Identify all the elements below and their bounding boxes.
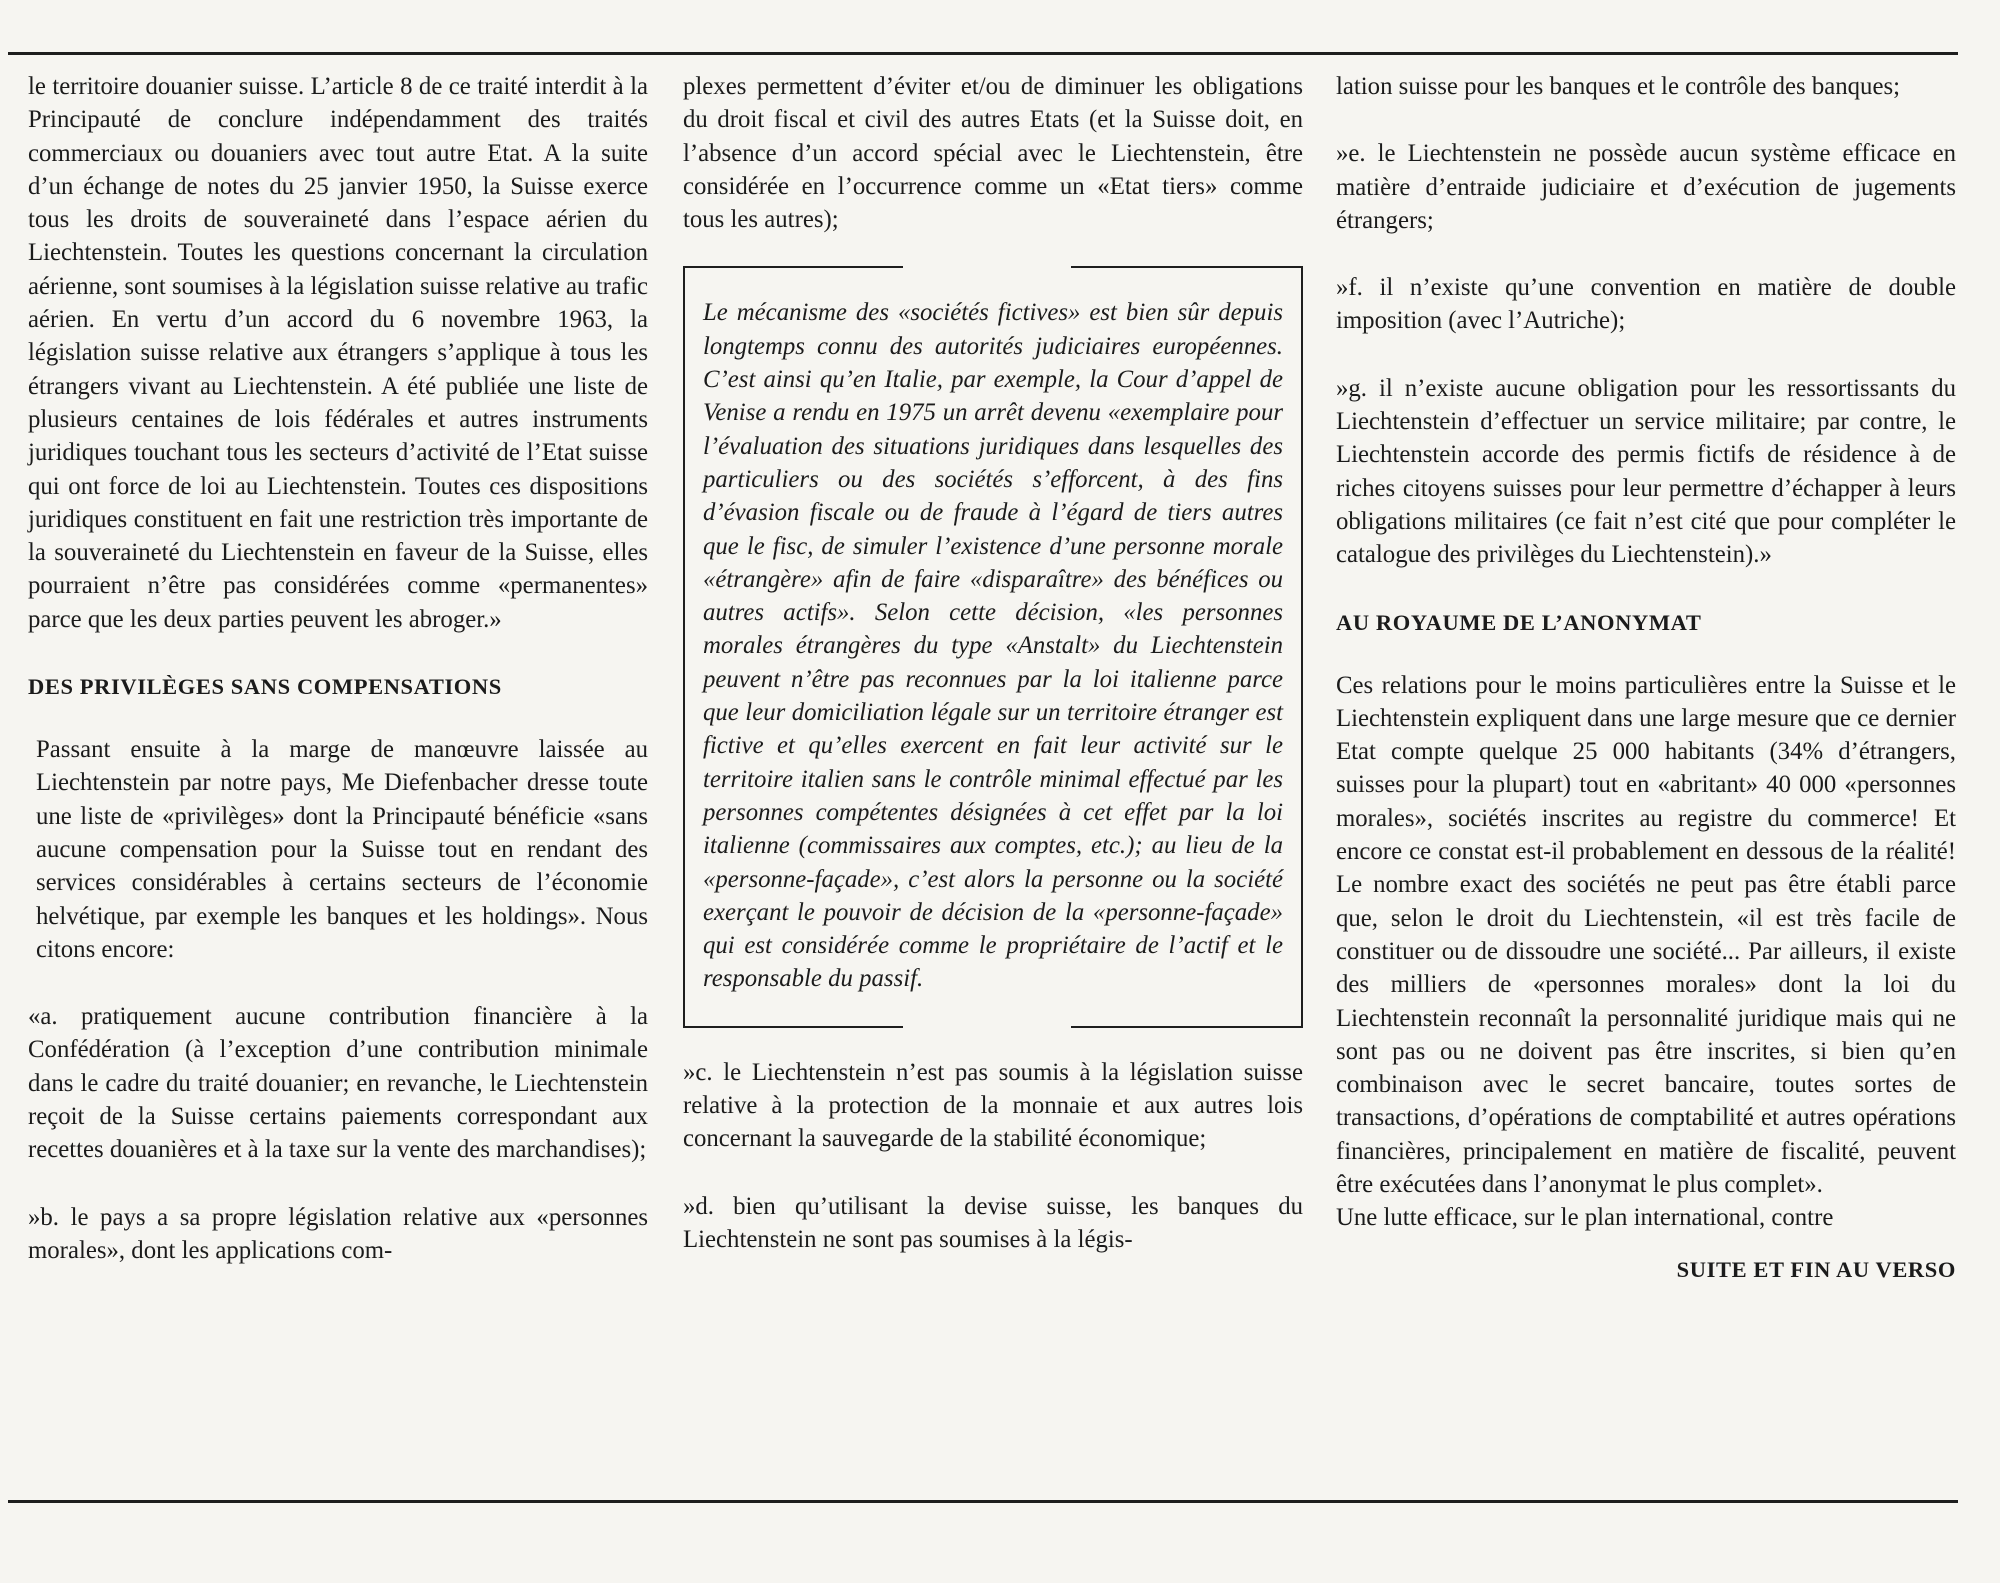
list-item-a: «a. pratiquement aucune contribution financière à la Confédération (à l’exception d’une contribution minimale dans le cadre du traité douanier; en revanche, le Liechtenstein reçoit de la Suisse certains paiements correspondant aux recettes douanières et à la taxe sur la vente des marchandises); <box>28 1003 648 1164</box>
column-3 <box>1336 70 1956 1286</box>
paragraph: lation suisse pour les banques et le contrôle des banques; <box>1336 73 1900 100</box>
bottom-rule <box>8 1500 1958 1503</box>
list-item-c: »c. le Liechtenstein n’est pas soumis à la législation suisse relative à la protection de la monnaie et aux autres lois concernant la sauvegarde de la stabilité économique; <box>683 1058 1303 1153</box>
section-heading-anonymat: AU ROYAUME DE L’ANONYMAT <box>1336 609 1702 635</box>
section-heading-privileges: DES PRIVILÈGES SANS COMPENSATIONS <box>28 674 502 700</box>
paragraph: Passant ensuite à la marge de manœuvre laissée au Liechtenstein par notre pays, Me Diefenbacher dresse toute une liste de «privilèges» dont la Principauté bénéficie «sans aucune compensation pour la Suisse tout en rendant des services considérables à certains secteurs de l’économie helvétique, par exemple les banques et les holdings». Nous citons encore: <box>36 736 648 963</box>
list-item-f: »f. il n’existe qu’une convention en matière de double imposition (avec l’Autriche); <box>1336 274 1956 335</box>
paragraph: Ces relations pour le moins particulières entre la Suisse et le Liechtenstein expliquent dans une large mesure que ce dernier Etat compte quelque 25 000 habitants (34% d’étrangers, suisses pour la plupart) tout en «abritant» 40 000 «personnes morales», sociétés inscrites au registre du commerce! Et encore ce constat est-il probablement en dessous de la réalité! Le nombre exact des sociétés ne peut pas être établi parce que, selon le droit du Liechtenstein, «il est très facile de constituer ou de dissoudre une société... Par ailleurs, il existe des milliers de «personnes morales» dont la loi du Liechtenstein reconnaît la personnalité juridique mais qui ne sont pas ou ne doivent pas être inscrites, si bien qu’en combinaison avec le secret bancaire, toutes sortes de transactions, d’opérations de comptabilité et autres opérations financières, principalement en matière de fiscalité, peuvent être exécutées dans l’anonymat le plus complet». <box>1336 671 1956 1199</box>
continued-note: SUITE ET FIN AU VERSO <box>1676 1256 1956 1282</box>
paragraph: Une lutte efficace, sur le plan international, contre <box>1336 1204 1834 1232</box>
list-item-d: »d. bien qu’utilisant la devise suisse, les banques du Liechtenstein ne sont pas soumises à la légis- <box>683 1192 1303 1253</box>
inset-box-text: Le mécanisme des «sociétés fictives» est bien sûr depuis longtemps connu des autorités judiciaires européennes. C’est ainsi qu’en Italie, par exemple, la Cour d’appel de Venise a rendu en 1975 un arrêt devenu «exemplaire pour l’évaluation des situations juridiques dans lesquelles des particuliers ou des sociétés s’efforcent, à des fins d’évasion fiscale ou de fraude à l’égard de tiers autres que le fisc, de simuler l’existence d’une personne morale «étrangère» afin de faire «disparaître» des bénéfices ou autres actifs». Selon cette décision, «les personnes morales étrangères du type «Anstalt» du Liechtenstein peuvent n’être pas reconnues par la loi italienne parce que leur domiciliation légale sur un territoire étranger est fictive et qu’elles exercent en fait leur activité sur le territoire italien sans le contrôle minimal effectué par les personnes compétentes désignées à cet effet par la loi italienne (commissaires aux comptes, etc.); au lieu de la «personne-façade», c’est alors la personne ou la société exerçant le pouvoir de décision de la «personne-façade» qui est considérée comme le propriétaire de l’actif et le responsable du passif. <box>683 266 1303 1027</box>
list-item-g: »g. il n’existe aucune obligation pour les ressortissants du Liechtenstein d’effectuer un service militaire; par contre, le Liechtenstein accorde des permis fictifs de résidence à de riches citoyens suisses pour leur permettre d’échapper à leurs obligations militaires (ce fait n’est cité que pour compléter le catalogue des privilèges du Liechtenstein).» <box>1336 374 1956 569</box>
list-item-b: »b. le pays a sa propre législation relative aux «personnes morales», dont les applications com- <box>28 1203 648 1264</box>
column-2 <box>683 70 1303 1256</box>
list-item-e: »e. le Liechtenstein ne possède aucun système efficace en matière d’entraide judiciaire et d’exécution de jugements étrangers; <box>1336 140 1956 234</box>
inset-box <box>683 266 1303 1027</box>
paragraph: le territoire douanier suisse. L’article 8 de ce traité interdit à la Principauté de conclure indépendamment des traités commerciaux ou douaniers avec tout autre Etat. A la suite d’un échange de notes du 25 janvier 1950, la Suisse exerce tous les droits de souveraineté dans l’espace aérien du Liechtenstein. Toutes les questions concernant la circulation aérienne, sont soumises à la législation suisse relative au trafic aérien. En vertu d’un accord du 6 novembre 1963, la législation suisse relative aux étrangers s’applique à tous les étrangers vivant au Liechtenstein. A été publiée une liste de plusieurs centaines de lois fédérales et autres instruments juridiques touchant tous les secteurs d’activité de l’Etat suisse qui ont force de loi au Liechtenstein. Toutes ces dispositions juridiques constituent en fait une restriction très importante de la souveraineté du Liechtenstein en faveur de la Suisse, elles pourraient n’être pas considérées comme «permanentes» parce que les deux parties peuvent les abroger.» <box>28 73 648 633</box>
column-1 <box>28 70 648 1267</box>
paragraph: plexes permettent d’éviter et/ou de diminuer les obligations du droit fiscal et civil des autres Etats (et la Suisse doit, en l’absence d’un accord spécial avec le Liechtenstein, être considérée en l’occurrence comme un «Etat tiers» comme tous les autres); <box>683 73 1303 234</box>
top-rule <box>8 52 1958 55</box>
